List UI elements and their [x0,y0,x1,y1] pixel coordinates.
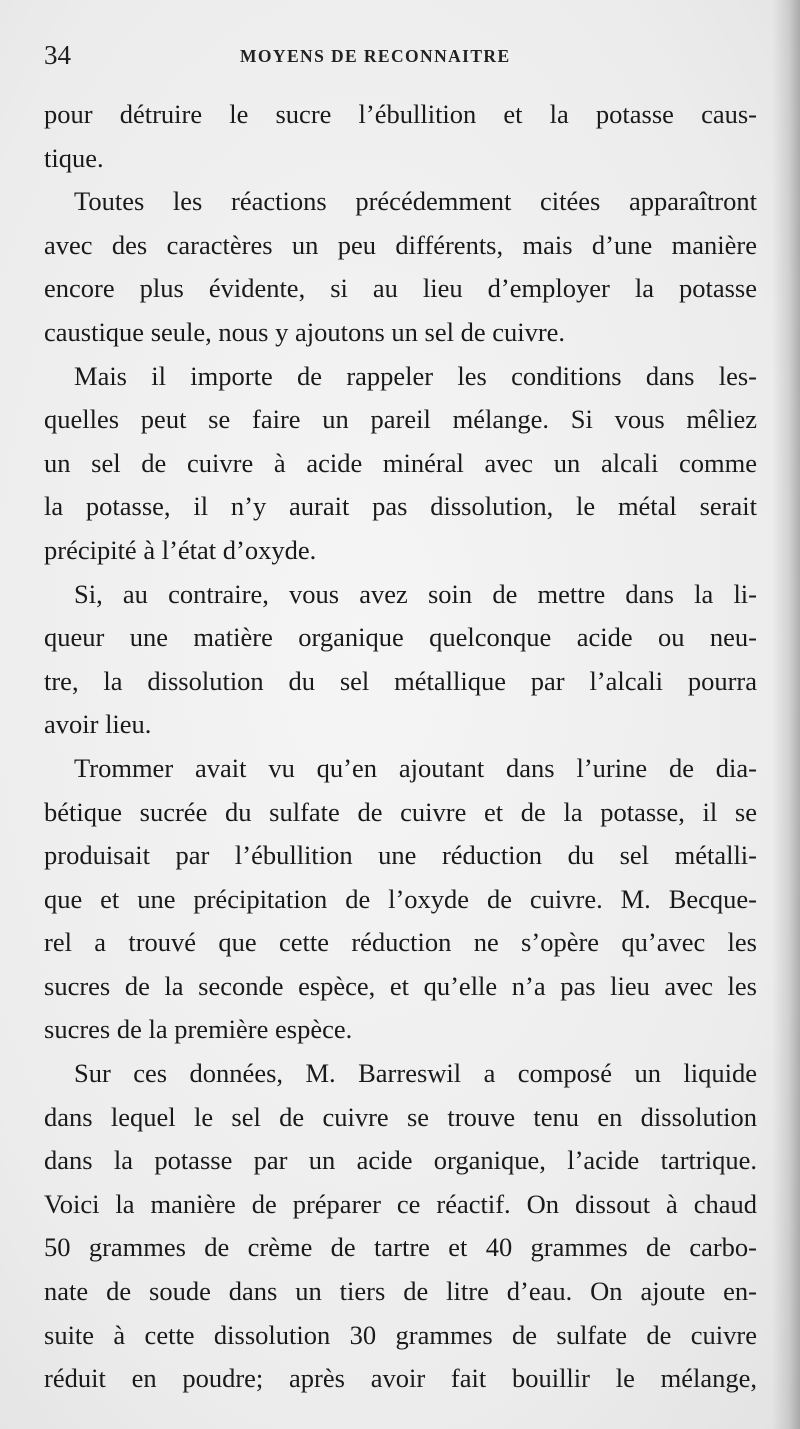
text-line: queur une matière organique quelconque acide ou neu- [44,622,757,653]
page-edge-shadow [772,0,800,1429]
text-line: rel a trouvé que cette réduction ne s’opère qu’avec les [44,927,757,958]
body-text [44,93,757,1401]
text-line: Trommer avait vu qu’en ajoutant dans l’urine de dia- [74,752,757,783]
text-line: quelles peut se faire un pareil mélange. Si vous mêliez [44,404,757,435]
text-line: avoir lieu. [44,709,152,740]
text-line: 50 grammes de crème de tartre et 40 grammes de carbo- [44,1232,757,1263]
text-line: la potasse, il n’y aurait pas dissolution, le métal serait [44,491,757,522]
text-line: avec des caractères un peu différents, mais d’une manière [44,229,757,260]
text-line: que et une précipitation de l’oxyde de cuivre. M. Becque- [44,883,757,914]
text-line: dans lequel le sel de cuivre se trouve tenu en dissolution [44,1101,757,1132]
running-head: MOYENS DE RECONNAITRE [240,46,511,66]
text-line: un sel de cuivre à acide minéral avec un alcali comme [44,447,757,478]
text-line: suite à cette dissolution 30 grammes de sulfate de cuivre [44,1319,757,1350]
text-line: sucres de la seconde espèce, et qu’elle n’a pas lieu avec les [44,970,757,1001]
text-line: tique. [44,142,104,173]
text-line: bétique sucrée du sulfate de cuivre et de la potasse, il se [44,796,757,827]
text-line: Sur ces données, M. Barreswil a composé un liquide [74,1058,757,1089]
text-line: sucres de la première espèce. [44,1014,353,1045]
text-line: caustique seule, nous y ajoutons un sel de cuivre. [44,316,566,347]
text-line: pour détruire le sucre l’ébullition et la potasse caus- [44,99,757,129]
page-header [44,40,759,74]
text-line: tre, la dissolution du sel métallique par l’alcali pourra [44,665,757,696]
text-line: dans la potasse par un acide organique, l’acide tartrique. [44,1145,757,1176]
text-line: produisait par l’ébullition une réduction du sel métalli- [44,840,757,871]
text-line: Toutes les réactions précédemment citées apparaîtront [74,186,757,217]
text-line: nate de soude dans un tiers de litre d’eau. On ajoute en- [44,1276,757,1307]
text-line: Voici la manière de préparer ce réactif. On dissout à chaud [44,1188,757,1219]
text-line: réduit en poudre; après avoir fait bouillir le mélange, [44,1363,757,1394]
text-line: précipité à l’état d’oxyde. [44,534,317,565]
text-line: Mais il importe de rappeler les conditions dans les- [74,360,757,391]
text-line: Si, au contraire, vous avez soin de mettre dans la li- [74,578,757,609]
text-line: encore plus évidente, si au lieu d’employer la potasse [44,273,757,304]
page-number: 34 [44,40,71,70]
